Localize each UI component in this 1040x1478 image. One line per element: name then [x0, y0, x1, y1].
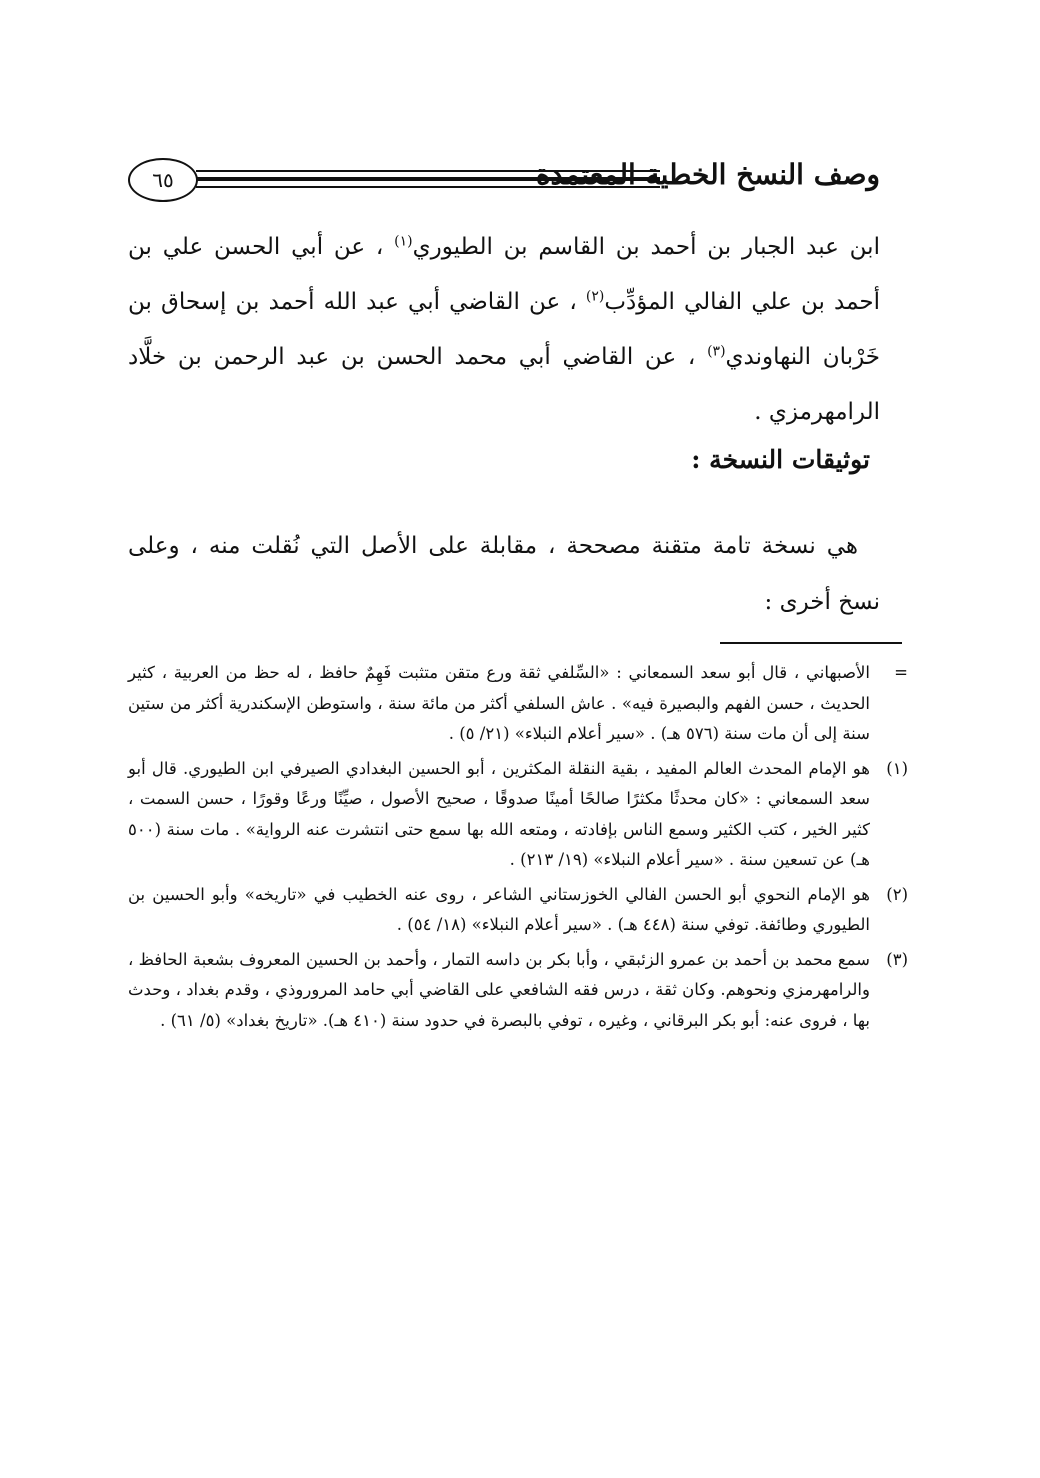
running-title: وصف النسخ الخطية المعتمدة	[535, 158, 880, 191]
footnote-separator	[720, 642, 902, 644]
footnote	[128, 658, 908, 750]
footnote	[128, 880, 908, 941]
footnote-marker: (٣)	[886, 949, 908, 969]
intro-text: ، عن القاضي أبي محمد الحسن بن عبد الرحمن بن خلَّاد الرامهرمزي .	[128, 344, 880, 425]
footnote-text: الأصبهاني ، قال أبو سعد السمعاني : «السِّلفي ثقة ورع متقن متثبت فَهِمٌ حافظ ، له حظ من العربية ، كثير الحديث ، حسن الفهم والبصيرة فيه» . عاش السلفي أكثر من مائة سنة ، واستوطن الإسكندرية أكثر من ستين سنة إلى أن مات سنة (٥٧٦ هـ) . «سير أعلام النبلاء» (٢١/ ٥) .	[128, 663, 870, 743]
footnote	[128, 945, 908, 1037]
footnote-ref-1[interactable]: (١)	[394, 233, 413, 250]
page-header	[128, 150, 880, 212]
footnote-ref-3[interactable]: (٣)	[707, 343, 726, 360]
intro-paragraph	[128, 220, 880, 440]
footnote-ref-2[interactable]: (٢)	[585, 288, 605, 305]
footnote-text: هو الإمام النحوي أبو الحسن الفالي الخوزستاني الشاعر ، روى عنه الخطيب في «تاريخه» وأبو الحسين بن الطيوري وطائفة. توفي سنة (٤٤٨ هـ) . «سير أعلام النبلاء» (١٨/ ٥٤) .	[128, 884, 870, 934]
footnote-text: هو الإمام المحدث العالم المفيد ، بقية النقلة المكثرين ، أبو الحسين البغدادي الصيرفي ابن الطيوري. قال أبو سعد السمعاني : «كان محدثًا مكثرًا صالحًا أمينًا صدوقًا ، صحيح الأصول ، صيِّنًا ورعًا وقورًا ، حسن السمت ، كثير الخير ، كتب الكثير وسمع الناس بإفادته ، ومتعه الله بها سمع حتى انتشرت عنه الرواية» . مات سنة (٥٠٠ هـ) عن تسعين سنة . «سير أعلام النبلاء» (١٩/ ٢١٣) .	[128, 758, 870, 869]
intro-text: ، عن القاضي أبي عبد الله أحمد بن إسحاق بن خَرْبان النهاوندي	[128, 289, 881, 370]
footnote-marker: (٢)	[886, 884, 908, 904]
manuscript-paragraph	[128, 518, 880, 630]
footnote-text: سمع محمد بن أحمد بن عمرو الزئبقي ، وأبا بكر بن داسه التمار ، وأحمد بن الحسين المعروف بشعبة الحافظ ، والرامهرمزي ونحوهم. وكان ثقة ، درس فقه الشافعي على القاضي أبي حامد المروروذي ، وقدم بغداد ، وحدث بها ، فروى عنه: أبو بكر البرقاني ، وغيره ، توفي بالبصرة في حدود سنة (٤١٠ هـ). «تاريخ بغداد» (٥/ ٦١) .	[128, 949, 870, 1030]
section-heading: توثيقات النسخة :	[691, 445, 870, 474]
footnote-marker: (١)	[886, 758, 908, 778]
footnotes	[128, 658, 908, 1040]
paragraph-text: هي نسخة تامة متقنة مصححة ، مقابلة على الأصل التي نُقلت منه ، وعلى نسخ أخرى :	[128, 533, 880, 615]
intro-text: ابن عبد الجبار بن أحمد بن القاسم بن الطيوري	[412, 234, 880, 260]
footnote-marker: =	[894, 663, 908, 682]
footnote	[128, 754, 908, 876]
intro-text: ، عن أبي الحسن علي بن أحمد بن علي الفالي المؤدِّب	[128, 234, 880, 315]
page-number: ٦٥	[128, 158, 198, 202]
